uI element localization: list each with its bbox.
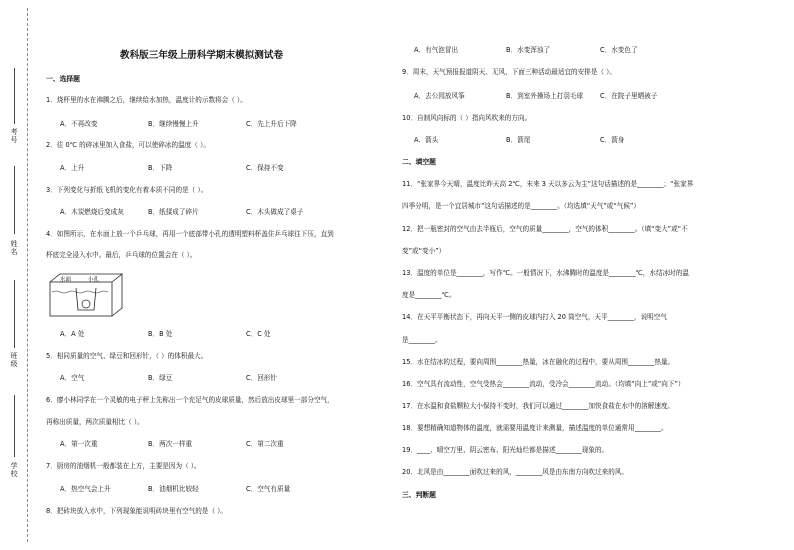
q10-option-c[interactable]: C．箭身 [600, 136, 625, 144]
q6-stem-line1: 6．廖小林同学在一个灵敏的电子秤上先称出一个充足气的皮球质量，然后放出皮球里一部分空气， [46, 396, 334, 404]
binding-dashed-line [27, 8, 28, 542]
q6-option-c[interactable]: C．第二次重 [246, 440, 284, 448]
q7-option-c[interactable]: C．空气有质量 [246, 485, 291, 493]
name-label: 姓名 [10, 240, 18, 256]
q1-option-b[interactable]: B．继续慢慢上升 [148, 120, 199, 128]
q4-stem-line2: 杯底完全浸入水中。最后，乒乓球的位置会在（ ）。 [46, 251, 197, 259]
q3-stem: 3．下列变化与折纸飞机的变化有着本质不同的是（ ）。 [46, 186, 208, 194]
q7-stem: 7．厨房的油烟机一般都装在上方，主要是因为（ ）。 [46, 462, 201, 470]
q8-stem: 8．把砖块放入水中，下列现象能说明砖块里有空气的是（ ）。 [46, 507, 228, 515]
q1-stem: 1．烧杯里的水在沸腾之后，继续给水加热，温度计的示数将会（ ）。 [46, 96, 247, 104]
q13-line2: 度是________℃。 [402, 291, 456, 299]
q9-option-b[interactable]: B．到室外操场上打羽毛球 [506, 92, 584, 100]
fig-label-hole: 小孔 [88, 277, 100, 283]
q18-text: 18．要想精确知道物体的温度，就需要用温度计来测量，描述温度的单位通常用________。 [402, 424, 668, 432]
q9-stem: 9．周末，天气预报报道阴天、无风，下面三种活动最适宜的安排是（ ）。 [402, 68, 616, 76]
q19-text: 19．____、晴空万里、阴云密布、阳光灿烂都是描述________现象的。 [402, 446, 609, 454]
ping-pong-ball [82, 300, 90, 308]
q14-line1: 14．在天平平衡状态下，再向天平一侧的皮球内打入 20 筒空气，天平________，说明空气 [402, 313, 667, 321]
q6-option-a[interactable]: A．第一次重 [60, 440, 98, 448]
q11-line1: 11．“张家界今天晴，温度比昨天高 2℃，未来 3 天以多云为主”这句话描述的是________；“张家界 [402, 180, 694, 188]
school-label: 学校 [10, 462, 18, 478]
q16-text: 16．空气具有流动性，空气受热会________流动，受冷会________流动。（均填“向上”或“向下”） [402, 380, 685, 388]
q3-option-a[interactable]: A．木炭燃烧后变成灰 [60, 208, 124, 216]
section-judge: 三、判断题 [402, 491, 436, 499]
q1-option-a[interactable]: A．不再改变 [60, 120, 98, 128]
tank [50, 282, 112, 316]
q4-stem-line1: 4．如图所示，在水面上放一个乒乓球，再用一个底部带小孔的透明塑料杯盖住乒乓球往下压，直到 [46, 230, 334, 238]
q10-stem: 10．自制风向标的（ ）指向风吹来的方向。 [402, 114, 532, 122]
q6-option-b[interactable]: B．两次一样重 [148, 440, 193, 448]
q15-text: 15．水在结冰的过程，要向周围________热量，冰在融化的过程中，要从周围________热量。 [402, 358, 675, 366]
q7-option-a[interactable]: A．热空气会上升 [60, 485, 111, 493]
q12-line1: 12．把一瓶密封的空气由去半瓶后，空气的质量________，空气的体积________。（填“变大”或“不 [402, 225, 688, 233]
q13-line1: 13．温度的单位是________，写作℃。一般情况下，水沸腾时的温度是________℃，水结冰时的温 [402, 269, 689, 277]
q4-option-a[interactable]: A．A 处 [60, 330, 85, 338]
school-line[interactable] [14, 395, 15, 457]
exam-no-line[interactable] [14, 68, 15, 124]
q5-option-c[interactable]: C．回形针 [246, 374, 277, 382]
name-line[interactable] [14, 166, 15, 234]
class-label: 班级 [10, 352, 18, 368]
q3-option-c[interactable]: C．木头做成了桌子 [246, 208, 304, 216]
q2-stem: 2．往 0℃ 的碎冰里加入食盐，可以使碎冰的温度（ ）。 [46, 141, 210, 149]
q3-option-b[interactable]: B．纸揉成了碎片 [148, 208, 199, 216]
water-surface [52, 291, 108, 293]
q11-line2: 四季分明，是一个宜居城市”这句话描述的是________。（均选填“天气”或“气候”） [402, 202, 640, 210]
page-title: 教科版三年级上册科学期末模拟测试卷 [120, 50, 284, 61]
q20-text: 20．北风是由________面吹过来的风，________风是由东南方向吹过来的风。 [402, 468, 628, 476]
q4-option-c[interactable]: C．C 处 [246, 330, 271, 338]
class-line[interactable] [14, 280, 15, 348]
q17-text: 17．在水温和食盐颗粒大小保持不变时，我们可以通过________加快食盐在水中的溶解速度。 [402, 402, 675, 410]
q8-option-c[interactable]: C．水变色了 [600, 46, 638, 54]
q9-option-a[interactable]: A．去公园放风筝 [414, 92, 465, 100]
q4-option-b[interactable]: B．B 处 [148, 330, 173, 338]
q5-option-b[interactable]: B．绿豆 [148, 374, 173, 382]
q8-option-b[interactable]: B．水变浑浊了 [506, 46, 551, 54]
q5-stem: 5．相同质量的空气、绿豆和回形针，（ ）的体积最大。 [46, 352, 208, 360]
section-choice: 一、选择题 [46, 75, 80, 83]
exam-no-label: 考号 [10, 128, 18, 144]
q2-option-a[interactable]: A．上升 [60, 164, 85, 172]
q2-option-c[interactable]: C．保持不变 [246, 164, 284, 172]
q7-option-b[interactable]: B．油烟机比较轻 [148, 485, 199, 493]
fig-label-water: 水面 [60, 277, 72, 283]
q12-line2: 变”或“变小”） [402, 247, 446, 255]
q10-option-b[interactable]: B．箭尾 [506, 136, 531, 144]
q8-option-a[interactable]: A．有气泡冒出 [414, 46, 459, 54]
q9-option-c[interactable]: C．在院子里晒被子 [600, 92, 658, 100]
q4-figure [46, 270, 126, 320]
q14-line2: 是________。 [402, 336, 442, 344]
q2-option-b[interactable]: B．下降 [148, 164, 173, 172]
q1-option-c[interactable]: C．先上升后下降 [246, 120, 297, 128]
q5-option-a[interactable]: A．空气 [60, 374, 85, 382]
q6-stem-line2: 再称出质量，两次质量相比（ ）。 [46, 418, 144, 426]
q10-option-a[interactable]: A．箭头 [414, 136, 439, 144]
section-fill: 二、填空题 [402, 158, 436, 166]
